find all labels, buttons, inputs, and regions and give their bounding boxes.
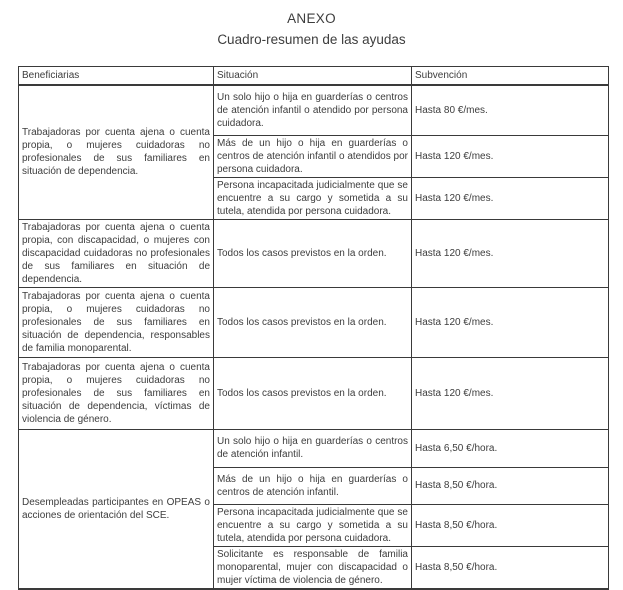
table-row (19, 429, 609, 467)
subsidy-cell: Hasta 120 €/mes. (412, 135, 609, 177)
situation-cell: Un solo hijo o hija en guarderías o centros de atención infantil. (214, 429, 412, 467)
document-header (0, 11, 623, 48)
subsidy-cell: Hasta 8,50 €/hora. (412, 467, 609, 504)
subsidy-cell: Hasta 80 €/mes. (412, 85, 609, 135)
page-subtitle: Cuadro-resumen de las ayudas (217, 32, 406, 47)
table-row (19, 357, 609, 429)
beneficiary-cell: Trabajadoras por cuenta ajena o cuenta propia, con discapacidad, o mujeres con discapacidad cuidadoras no profesionales de sus familiares en situación de dependencia. (19, 219, 214, 287)
beneficiary-cell: Trabajadoras por cuenta ajena o cuenta propia, o mujeres cuidadoras no profesionales de sus familiares en situación de dependencia, víctimas de violencia de género. (19, 357, 214, 429)
subsidy-cell: Hasta 120 €/mes. (412, 287, 609, 357)
beneficiary-cell: Trabajadoras por cuenta ajena o cuenta propia, o mujeres cuidadoras no profesionales de sus familiares en situación de dependencia, responsables de familia monoparental. (19, 287, 214, 357)
subsidy-cell: Hasta 8,50 €/hora. (412, 504, 609, 546)
subsidy-cell: Hasta 120 €/mes. (412, 357, 609, 429)
situation-cell: Todos los casos previstos en la orden. (214, 287, 412, 357)
subsidy-cell: Hasta 120 €/mes. (412, 177, 609, 219)
situation-cell: Persona incapacitada judicialmente que se encuentre a su cargo y sometida a su tutela, atendida por persona cuidadora. (214, 504, 412, 546)
subsidy-cell: Hasta 120 €/mes. (412, 219, 609, 287)
table-row (19, 287, 609, 357)
ayudas-summary-table (18, 66, 609, 590)
table-row (19, 85, 609, 135)
page-title: ANEXO (287, 11, 336, 26)
situation-cell: Todos los casos previstos en la orden. (214, 219, 412, 287)
situation-cell: Más de un hijo o hija en guarderías o centros de atención infantil. (214, 467, 412, 504)
subsidy-cell: Hasta 6,50 €/hora. (412, 429, 609, 467)
situation-cell: Más de un hijo o hija en guarderías o centros de atención infantil o atendidos por persona cuidadora. (214, 135, 412, 177)
table-row (19, 219, 609, 287)
beneficiary-cell: Desempleadas participantes en OPEAS o acciones de orientación del SCE. (19, 429, 214, 589)
beneficiary-cell: Trabajadoras por cuenta ajena o cuenta propia, o mujeres cuidadoras no profesionales de sus familiares en situación de dependencia. (19, 85, 214, 219)
subsidy-cell: Hasta 8,50 €/hora. (412, 546, 609, 589)
header-situacion: Situación (214, 67, 412, 86)
table-header-row (19, 67, 609, 86)
situation-cell: Todos los casos previstos en la orden. (214, 357, 412, 429)
situation-cell: Solicitante es responsable de familia monoparental, mujer con discapacidad o mujer víctima de violencia de género. (214, 546, 412, 589)
header-subvencion: Subvención (412, 67, 609, 86)
situation-cell: Un solo hijo o hija en guarderías o centros de atención infantil o atendido por persona cuidadora. (214, 85, 412, 135)
situation-cell: Persona incapacitada judicialmente que se encuentre a su cargo y sometida a su tutela, atendida por persona cuidadora. (214, 177, 412, 219)
header-beneficiarias: Beneficiarias (19, 67, 214, 86)
